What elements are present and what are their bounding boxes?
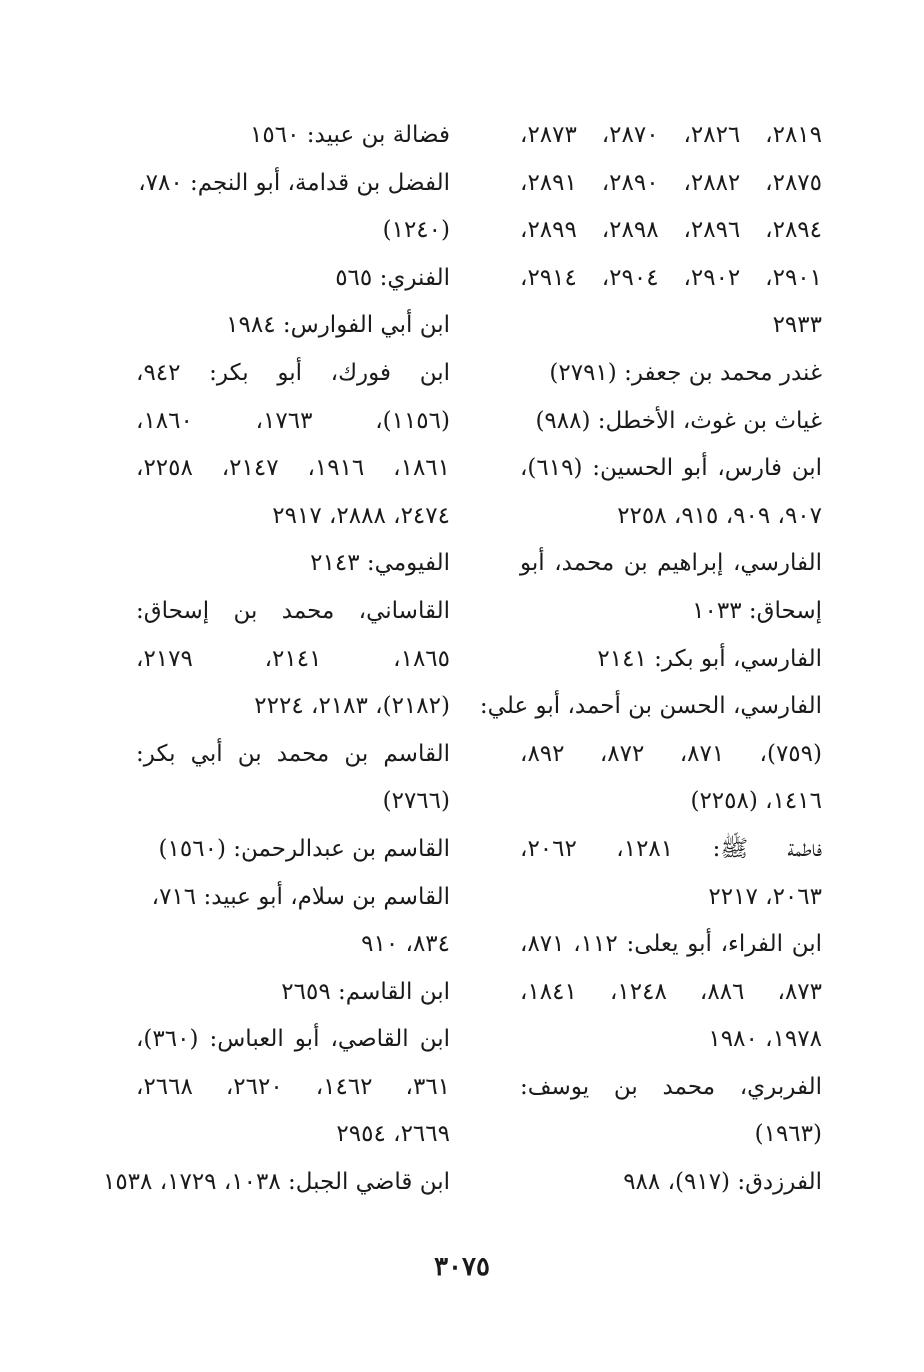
index-line: ٢٨١٩، ٢٨٢٦، ٢٨٧٠، ٢٨٧٣، [520,122,823,148]
index-column-right [479,112,823,1207]
page-number: ٣٠٧٥ [434,1252,490,1282]
index-line: الفارسي، الحسن بن أحمد، أبو علي: [479,693,822,720]
index-line: إسحاق: ١٠٣٣ [692,597,822,624]
index-line: ابن القاصي، أبو العباس: (٣٦٠)، [136,1026,450,1053]
index-line: (٧٥٩)، ٨٧١، ٨٧٢، ٨٩٢، [520,740,822,767]
index-line: ٩٠٧، ٩٠٩، ٩١٥، ٢٢٥٨ [617,502,822,529]
index-line: ٣٦١، ١٤٦٢، ٢٦٢٠، ٢٦٦٨، [136,1073,451,1100]
index-line: (١٩٦٣) [754,1121,822,1148]
index-line: ١٩٧٨، ١٩٨٠ [708,1026,822,1053]
index-line: غياث بن غوث، الأخطل: (٩٨٨) [535,407,822,434]
index-line: ٢٤٧٤، ٢٨٨٨، ٢٩١٧ [272,502,450,529]
index-line: غندر محمد بن جعفر: (٢٧٩١) [549,359,822,386]
index-line: الفارسي، إبراهيم بن محمد، أبو [520,550,822,577]
index-line: ابن فارس، أبو الحسين: (٦١٩)، [520,455,822,482]
index-line: (٢١٨٢)، ٢١٨٣، ٢٢٢٤ [254,693,450,720]
index-line: ابن أبي الفوارس: ١٩٨٤ [226,312,450,339]
index-line: الفضل بن قدامة، أبو النجم: ٧٨٠، [138,169,450,196]
index-line: ٢٨٩٤، ٢٨٩٦، ٢٨٩٨، ٢٨٩٩، [520,217,823,244]
index-line: القاساني، محمد بن إسحاق: [136,597,450,624]
index-line: القاسم بن سلام، أبو عبيد: ٧١٦، [151,883,450,910]
index-line: ابن فورك، أبو بكر: ٩٤٢، [136,359,450,386]
index-line: ٢٦٦٩، ٢٩٥٤ [336,1121,450,1148]
index-line: ٢٩٠١، ٢٩٠٢، ٢٩٠٤، ٢٩١٤، [520,264,823,291]
index-line: القاسم بن محمد بن أبي بكر: [136,740,450,767]
index-line: ١٤١٦، (٢٢٥٨) [690,788,822,815]
index-line: ابن قاضي الجبل: ١٠٣٨، ١٧٢٩، ١٥٣٨ [102,1169,450,1196]
index-line: القاسم بن عبدالرحمن: (١٥٦٠) [158,835,450,862]
index-line: ٢٩٣٣ [772,312,822,339]
index-line: ١٨٦٥، ٢١٤١، ٢١٧٩، [136,645,451,672]
index-line: الفارسي، أبو بكر: ٢١٤١ [597,645,822,672]
index-line: (٢٧٦٦) [382,788,450,815]
index-line: الفربري، محمد بن يوسف: [520,1073,822,1100]
index-line: الفيومي: ٢١٤٣ [310,550,450,577]
index-line: الفرزدق: (٩١٧)، ٩٨٨ [623,1169,822,1196]
index-line: فاطمة ﷺ: ١٢٨١، ٢٠٦٢، [520,835,822,862]
index-line: ٢٠٦٣، ٢٢١٧ [708,883,822,910]
index-line: ١٨٦١، ١٩١٦، ٢١٤٧، ٢٢٥٨، [136,455,451,482]
index-line: ٢٨٧٥، ٢٨٨٢، ٢٨٩٠، ٢٨٩١، [520,169,823,196]
index-line: فضالة بن عبيد: ١٥٦٠ [250,122,450,148]
index-line: ٨٧٣، ٨٨٦، ١٢٤٨، ١٨٤١، [520,978,822,1005]
index-line: ٨٣٤، ٩١٠ [361,931,450,958]
index-line: الفنري: ٥٦٥ [335,264,450,291]
index-line: (١٢٤٠) [382,217,450,244]
index-line: ابن الفراء، أبو يعلى: ١١٢، ٨٧١، [520,931,822,958]
index-line: (١١٥٦)، ١٧٦٣، ١٨٦٠، [136,407,450,434]
index-line: ابن القاسم: ٢٦٥٩ [281,978,450,1005]
index-column-left [102,112,451,1207]
